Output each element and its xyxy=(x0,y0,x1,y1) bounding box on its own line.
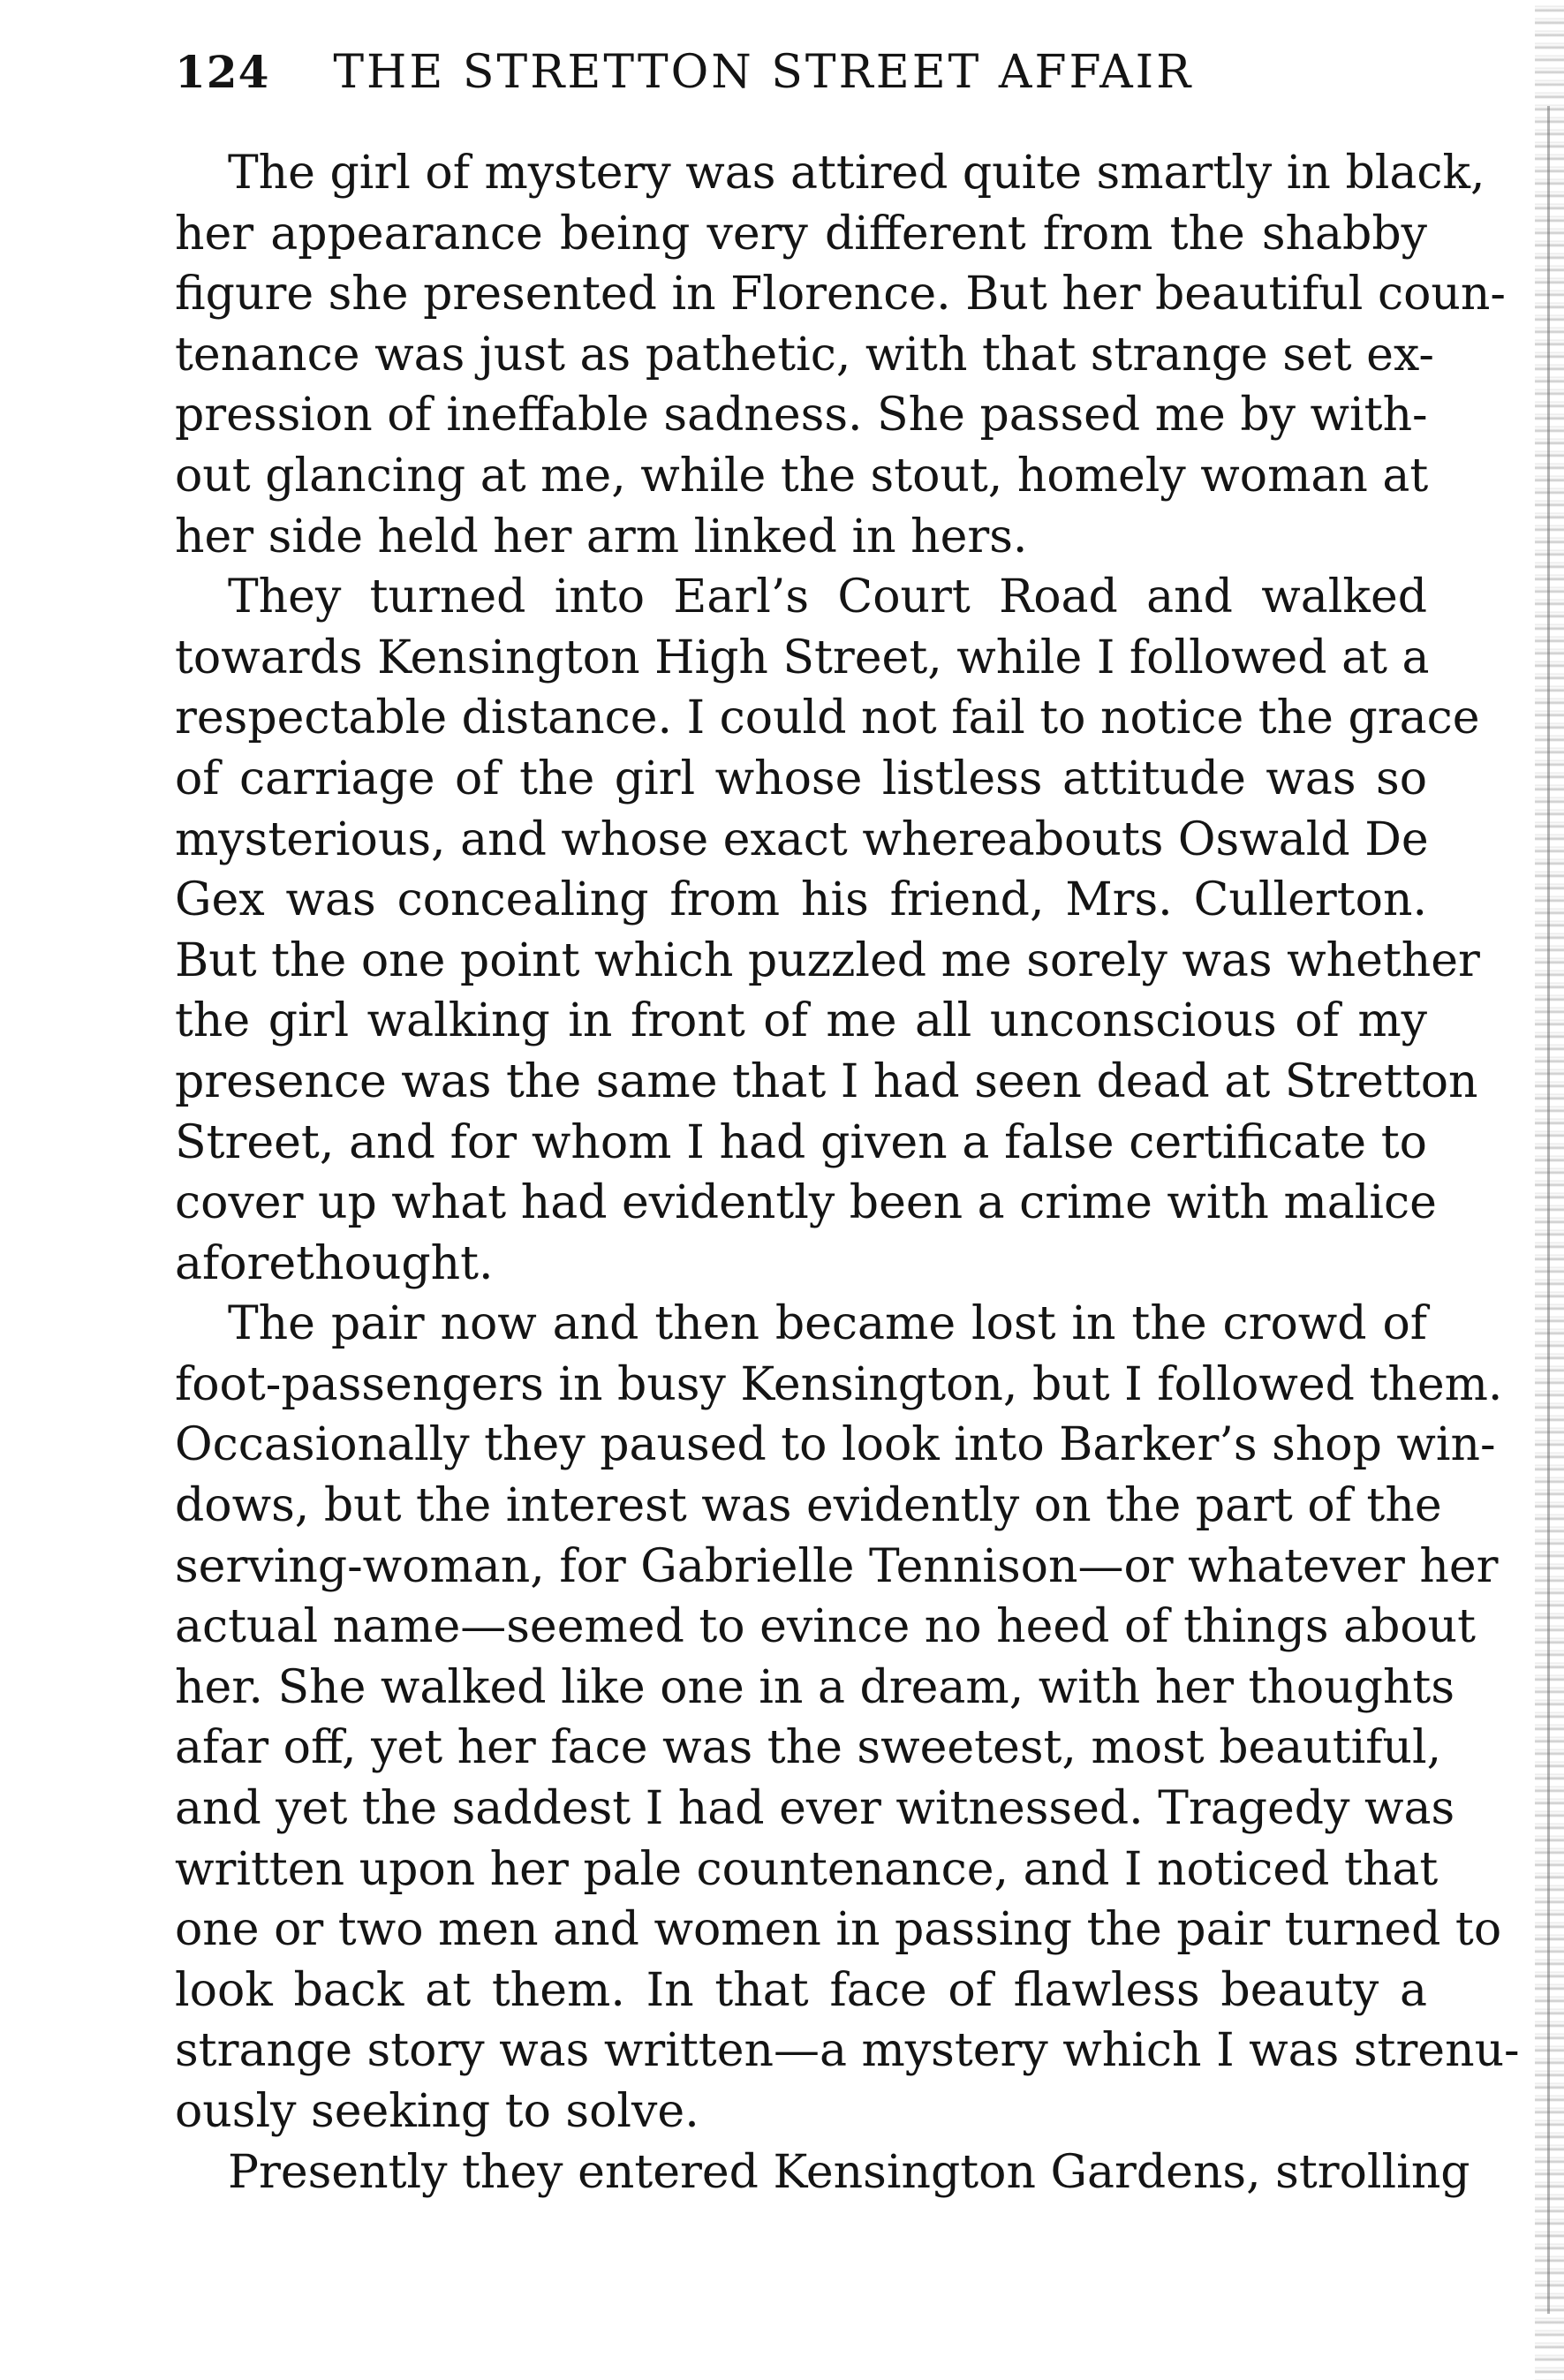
text-line: Street, and for whom I had given a false certificate to xyxy=(175,1115,1427,1169)
text-line: her side held her arm linked in hers. xyxy=(175,510,1028,563)
text-line: written upon her pale countenance, and I noticed that xyxy=(175,1842,1439,1896)
text-line: serving-woman, for Gabrielle Tennison—or whatever her xyxy=(175,1539,1499,1593)
text-line: and yet the saddest I had ever witnessed. Tragedy was xyxy=(175,1782,1455,1836)
text-line: Presently they entered Kensington Gardens, strolling xyxy=(228,2145,1470,2199)
running-head xyxy=(175,46,1429,117)
text-line: aforethought. xyxy=(175,1236,494,1290)
text-line: pression of ineffable sadness. She passed me by with- xyxy=(175,389,1428,442)
text-line: of carriage of the girl whose listless attitude was so xyxy=(175,752,1427,805)
text-line: tenance was just as pathetic, with that strange set ex- xyxy=(175,328,1434,382)
text-line: one or two men and women in passing the pair turned to xyxy=(175,1903,1502,1957)
text-line: foot-passengers in busy Kensington, but I followed them. xyxy=(175,1357,1503,1411)
text-line: her appearance being very different from the shabby xyxy=(175,207,1427,261)
text-line: actual name—seemed to evince no heed of things about xyxy=(175,1600,1477,1654)
page-edge-line xyxy=(1547,106,1550,2314)
text-line: The girl of mystery was attired quite smartly in black, xyxy=(228,147,1485,200)
text-line: Gex was concealing from his friend, Mrs. Cullerton. xyxy=(175,873,1427,927)
body-text xyxy=(175,143,1520,2202)
text-line: towards Kensington High Street, while I followed at a xyxy=(175,631,1430,684)
text-line: presence was the same that I had seen dead at Stretton xyxy=(175,1054,1478,1108)
text-line: look back at them. In that face of flawless beauty a xyxy=(175,1963,1427,2017)
text-line: her. She walked like one in a dream, with her thoughts xyxy=(175,1660,1455,1714)
text-line: ously seeking to solve. xyxy=(175,2085,699,2138)
text-line: Occasionally they paused to look into Barker’s shop win- xyxy=(175,1418,1496,1472)
text-line: respectable distance. I could not fail to notice the grace xyxy=(175,691,1480,745)
text-line: the girl walking in front of me all unconscious of my xyxy=(175,994,1427,1048)
text-line: They turned into Earl’s Court Road and walked xyxy=(228,570,1427,624)
text-line: mysterious, and whose exact whereabouts Oswald De xyxy=(175,812,1429,866)
text-line: dows, but the interest was evidently on the part of the xyxy=(175,1479,1442,1533)
running-title: THE STRETTON STREET AFFAIR xyxy=(333,46,1194,99)
text-line: But the one point which puzzled me sorely was whether xyxy=(175,933,1480,987)
text-line: strange story was written—a mystery which I was strenu- xyxy=(175,2024,1520,2078)
text-line: cover up what had evidently been a crime with malice xyxy=(175,1176,1437,1230)
page-number: 124 xyxy=(175,46,270,98)
text-line: afar off, yet her face was the sweetest, most beautiful, xyxy=(175,1721,1442,1775)
text-line: figure she presented in Florence. But her beautiful coun- xyxy=(175,268,1506,321)
text-line: The pair now and then became lost in the crowd of xyxy=(228,1297,1427,1351)
text-line: out glancing at me, while the stout, homely woman at xyxy=(175,449,1429,502)
